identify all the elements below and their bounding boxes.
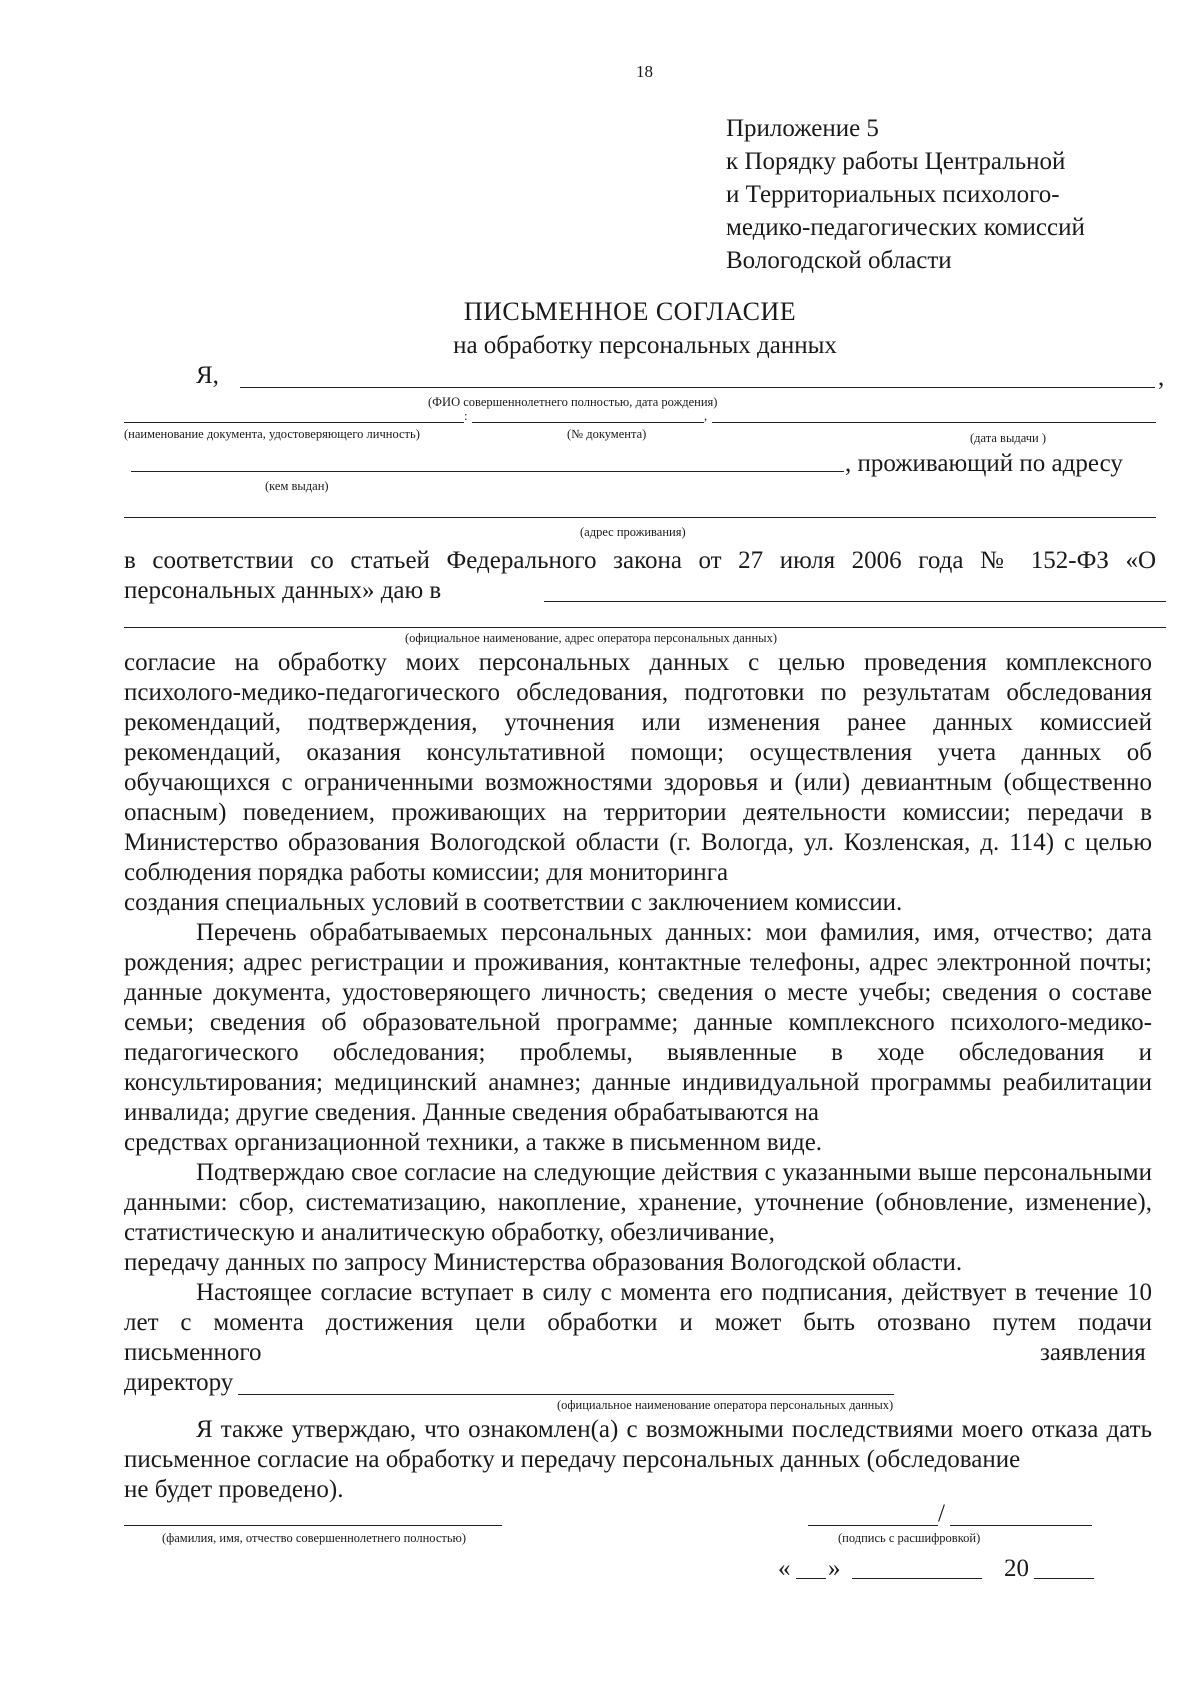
actions-text: Подтверждаю свое согласие на следующие действия с указанными выше персональными данными: сбор, систематизацию, накопление, хранение, уточнение (обновление, изменение), статистическую и аналитическую обработку, обезличивание, — [124, 1159, 1152, 1246]
doc-name-caption: (наименование документа, удостоверяющего личность) — [124, 427, 420, 441]
doc-sep-colon: : — [464, 409, 468, 423]
signature-caption: (подпись с расшифровкой) — [838, 1531, 981, 1545]
validity-paragraph: Настоящее согласие вступает в силу с момента его подписания, действует в течение 10 лет с момента достижения цели обработки и может быть отозвано путем подачи — [124, 1279, 1152, 1336]
appendix-line: медико-педагогических комиссий — [726, 214, 1085, 241]
address-caption: (адрес проживания) — [580, 525, 686, 539]
date-year-prefix: 20 — [1004, 1555, 1029, 1582]
doc-number-caption: (№ документа) — [567, 427, 647, 441]
doc-date-line[interactable] — [712, 422, 1156, 423]
date-close-quote: » — [828, 1555, 841, 1582]
issued-by-caption: (кем выдан) — [265, 479, 329, 493]
date-day-line[interactable] — [796, 1578, 826, 1579]
director-word: директору — [124, 1369, 234, 1396]
doc-name-line[interactable] — [124, 422, 464, 423]
full-name-signature-line[interactable] — [124, 1525, 502, 1526]
acknowledge-text: Я также утверждаю, что ознакомлен(а) с возможными последствиями моего отказа дать письменное согласие на обработку и передачу персональных данных (обследование — [124, 1416, 1152, 1473]
give-consent-text: персональных данных» даю в — [124, 577, 442, 604]
full-name-caption: (фамилия, имя, отчество совершеннолетнего полностью) — [162, 1531, 467, 1545]
acknowledge-paragraph — [124, 1415, 1152, 1505]
consent-purpose-last-line: создания специальных условий в соответствии с заключением комиссии. — [124, 889, 903, 916]
document-title: ПИСЬМЕННОЕ СОГЛАСИЕ — [463, 297, 797, 326]
data-list-last-line: средствах организационной техники, а также в письменном виде. — [124, 1129, 823, 1156]
fio-caption: (ФИО совершеннолетнего полностью, дата рождения) — [428, 395, 718, 409]
written-word: письменного — [124, 1339, 262, 1366]
fio-end-comma: , — [1158, 364, 1165, 391]
doc-sep-comma: , — [704, 409, 708, 423]
statement-word: заявления — [1040, 1339, 1146, 1366]
issued-by-line[interactable] — [131, 471, 844, 472]
doc-date-caption: (дата выдачи ) — [970, 431, 1047, 445]
address-line[interactable] — [124, 517, 1156, 518]
appendix-line: Приложение 5 — [726, 115, 879, 142]
fio-line[interactable] — [240, 387, 1155, 388]
actions-paragraph — [124, 1158, 1152, 1278]
date-open-quote: « — [778, 1555, 791, 1582]
signature-slash: / — [938, 1500, 945, 1527]
appendix-header — [726, 112, 1085, 277]
consent-purpose-text: согласие на обработку моих персональных данных с целью проведения комплексного психолого-медико-педагогического обследования, подготовки по результатам обследования рекомендаций, подтверждения, уточнения или изменения ранее данных комиссией рекомендаций, оказания консультативной помощи; осуществления учета данных об обучающихся с ограниченными возможностями здоровья и (или) девиантным (общественно опасным) поведением, проживающих на территории деятельности комиссии; передачи в Министерство образования Вологодской области (г. Вологда, ул. Козленская, д. 114) с целью соблюдения порядка работы комиссии; для мониторинга — [124, 649, 1152, 886]
date-month-line[interactable] — [852, 1578, 982, 1579]
doc-number-line[interactable] — [472, 422, 704, 423]
acknowledge-last-line: не будет проведено). — [124, 1476, 344, 1503]
operator-caption: (официальное наименование, адрес оператора персональных данных) — [405, 631, 777, 645]
appendix-line: Вологодской области — [726, 247, 952, 274]
data-list-text: Перечень обрабатываемых персональных данных: мои фамилия, имя, отчество; дата рождения; адрес регистрации и проживания, контактные телефоны, адрес электронной почты; данные документа, удостоверяющего личность; сведения о месте учебы; сведения о составе семьи; сведения об образовательной программе; данные комплексного психолого-медико-педагогического обследования; проблемы, выявленные в ходе обследования и консультирования; медицинский анамнез; данные индивидуальной программы реабилитации инвалида; другие сведения. Данные сведения обрабатываются на — [124, 919, 1152, 1126]
operator-name-caption: (официальное наименование оператора персональных данных) — [557, 1398, 894, 1412]
operator-line-1[interactable] — [544, 601, 1166, 602]
appendix-line: и Территориальных психолого- — [726, 181, 1060, 208]
consent-purpose-paragraph — [124, 648, 1152, 918]
law-reference-text: в соответствии со статьей Федерального закона от 27 июля 2006 года № 152-ФЗ «О — [124, 547, 1156, 574]
director-line[interactable] — [238, 1394, 894, 1395]
residing-label: , проживающий по адресу — [845, 450, 1123, 477]
signature-decoding-line[interactable] — [950, 1525, 1092, 1526]
actions-last-line: передачу данных по запросу Министерства образования Вологодской области. — [124, 1249, 963, 1276]
operator-line-2[interactable] — [124, 627, 1166, 628]
page-number: 18 — [636, 62, 653, 81]
ya-label: Я, — [196, 362, 219, 389]
signature-line[interactable] — [808, 1525, 938, 1526]
data-list-paragraph — [124, 918, 1152, 1158]
document-subtitle: на обработку персональных данных — [453, 332, 837, 359]
date-year-line[interactable] — [1034, 1578, 1094, 1579]
appendix-line: к Порядку работы Центральной — [726, 148, 1066, 175]
